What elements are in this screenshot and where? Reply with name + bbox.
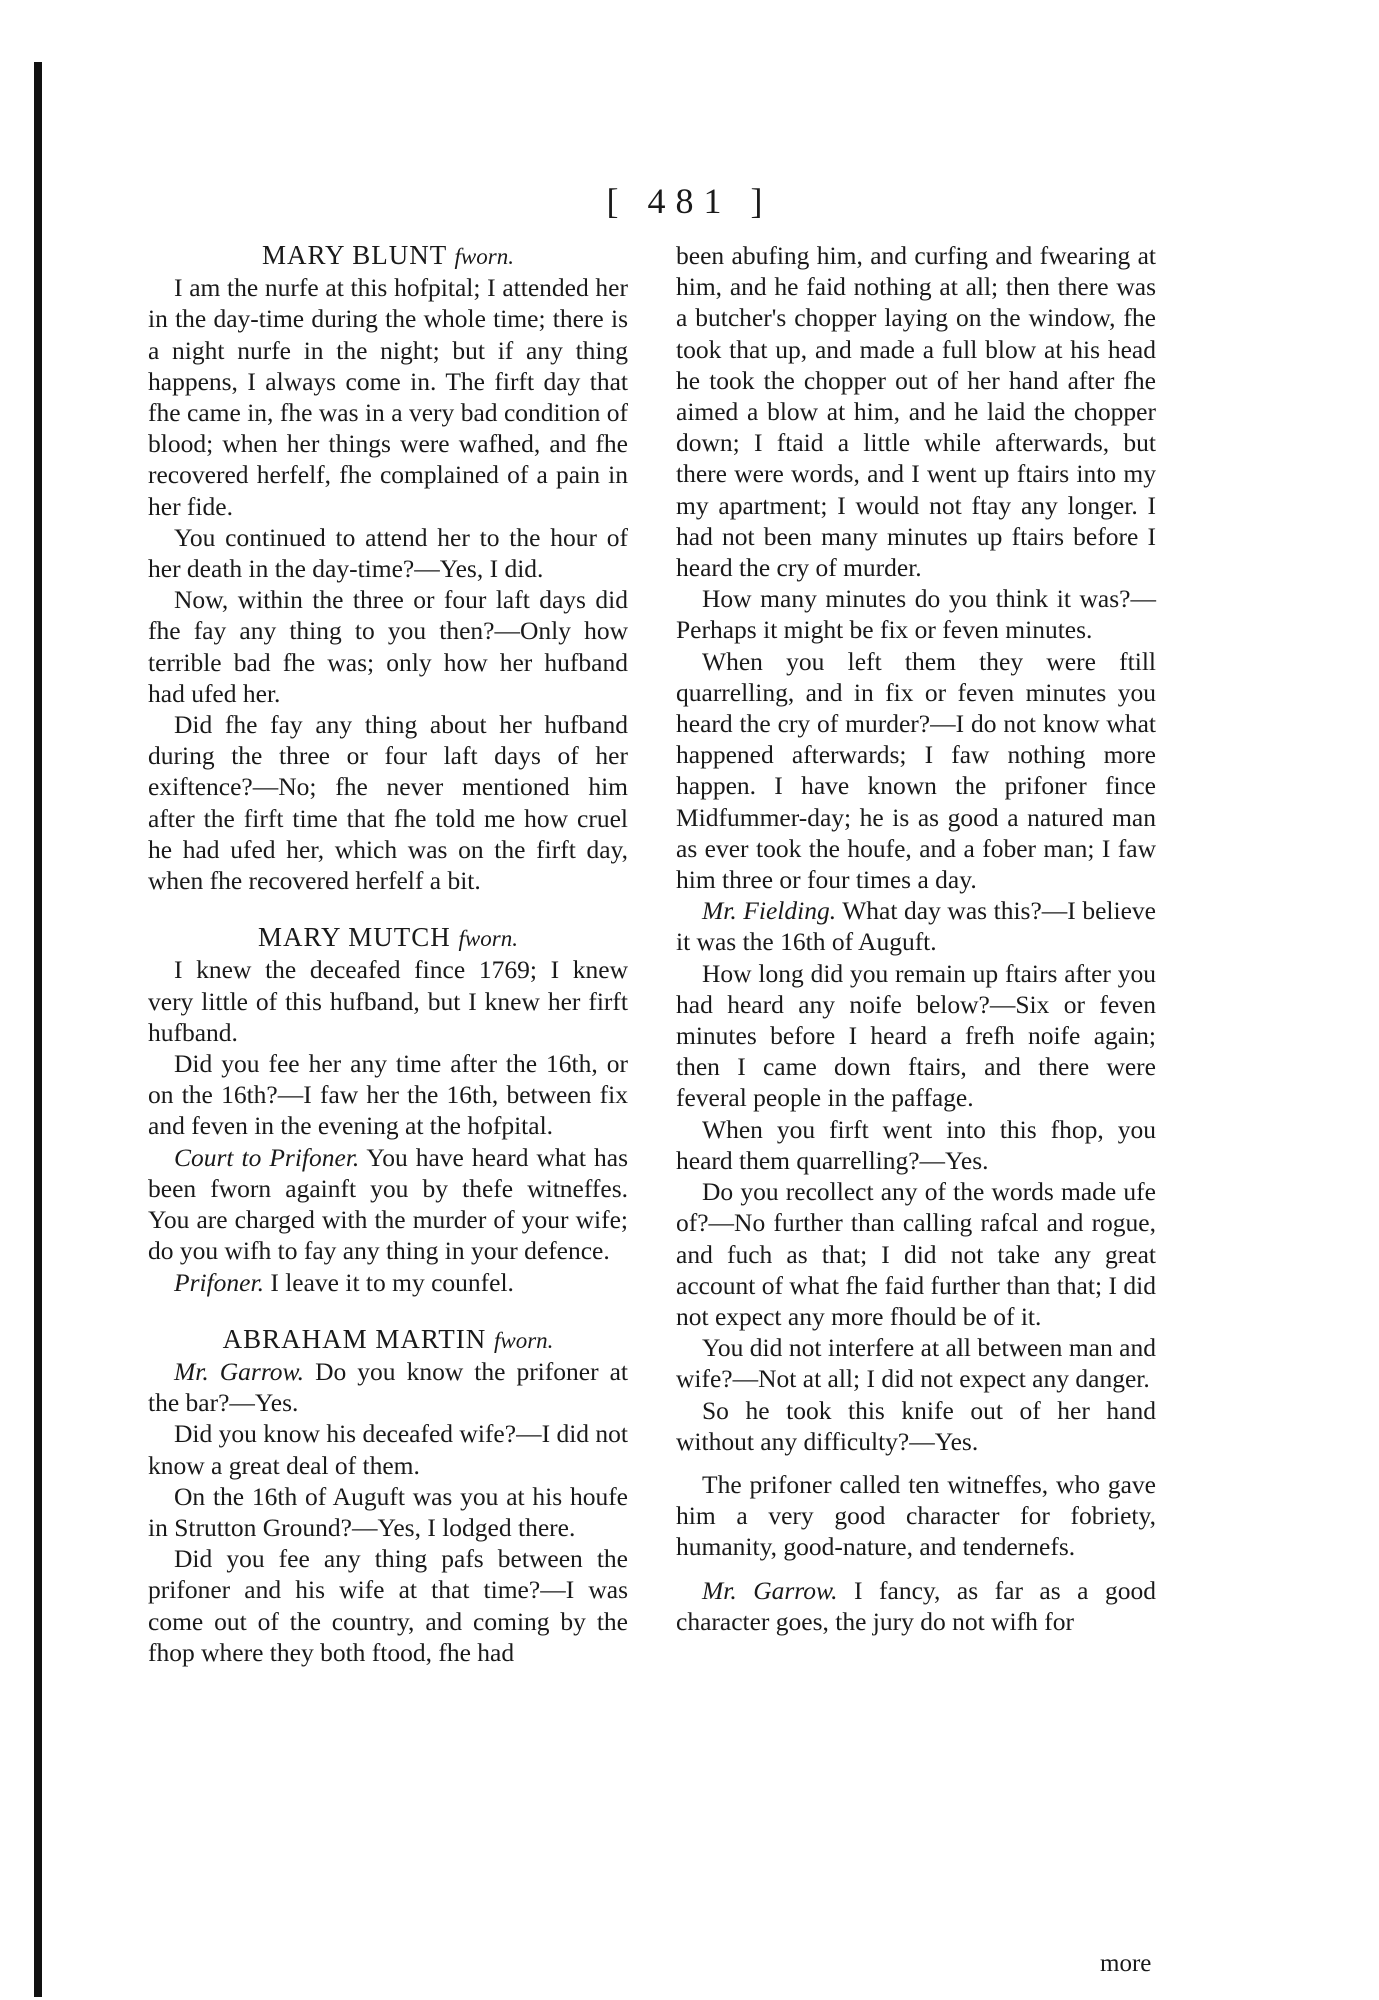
speaker-label: Mr. Garrow. [702,1575,838,1605]
speaker-label: Mr. Fielding. [702,896,837,926]
paragraph: When you firft went into this fhop, you heard them quarrelling?—Yes. [676,1114,1156,1175]
paragraph: On the 16th of Auguft was you at his houfe in Strutton Ground?—Yes, I lodged there. [148,1481,628,1542]
speaker-label: Prifoner. [174,1267,264,1297]
speech-text: Do you know the prifoner at the bar?—Yes. [148,1356,629,1418]
sworn-label: fworn. [454,244,514,269]
paragraph: Now, within the three or four laft days did fhe fay any thing to you then?—Only how terrible bad fhe was; only how her hufband had ufed her. [148,585,628,708]
left-column [148,240,628,1668]
paragraph: I knew the deceafed fince 1769; I knew very little of this hufband, but I knew her firft hufband. [148,955,628,1047]
paragraph: Did you fee any thing pafs between the prifoner and his wife at that time?—I was come out of the country, and coming by the fhop where they both ftood, fhe had [148,1544,628,1667]
paragraph: Do you recollect any of the words made ufe of?—No further than calling rafcal and rogue, and fuch as that; I did not take any great account of what fhe faid further than that; I did not expect any more fhould be of it. [676,1177,1156,1331]
paragraph: When you left them they were ftill quarrelling, and in fix or feven minutes you heard the cry of murder?—I do not know what happened afterwards; I faw nothing more happen. I have known the prifoner fince Midfummer-day; he is as good a natured man as ever took the houfe, and a fober man; I faw him three or four times a day. [676,646,1156,895]
paragraph: So he took this knife out of her hand without any difficulty?—Yes. [676,1395,1156,1456]
speaker-label: Mr. Garrow. [174,1356,305,1386]
sworn-label: fworn. [458,926,518,952]
speech-text: I leave it to my counfel. [270,1267,514,1297]
page-number: [ 481 ] [606,181,773,221]
witness-name: MARY BLUNT [262,240,447,270]
witness-heading [148,240,628,272]
paragraph [676,895,1156,957]
paragraph: How long did you remain up ftairs after you had heard any noife below?—Six or feven minutes before I heard a frefh noife again; then I came down ftairs, and there were feveral people in the paffage. [676,958,1156,1113]
paragraph [148,1356,628,1418]
paragraph [676,1575,1156,1637]
speech-text: What day was this?—I believe it was the 16th of Auguft. [676,896,1156,957]
witness-heading [148,1324,628,1356]
paragraph: You continued to attend her to the hour of her death in the day-time?—Yes, I did. [148,522,628,584]
sworn-label: fworn. [493,1327,554,1353]
paragraph: been abufing him, and curfing and fwearing at him, and he faid nothing at all; then there was a butcher's chopper laying on the window, fhe took that up, and made a full blow at his head he took the chopper out of her hand after fhe aimed a blow at him, and he laid the chopper down; I ftaid a little while afterwards, but there were words, and I went up ftairs into my my apartment; I would not ftay any longer. I had not been many minutes up ftairs before I heard the cry of murder. [676,241,1156,583]
speech-text: You have heard what has been fworn againft you by thefe witneffes. You are charged with the murder of your wife; do you wifh to fay any thing in your defence. [148,1142,628,1266]
paragraph [148,1267,628,1298]
paragraph: Did you fee her any time after the 16th, or on the 16th?—I faw her the 16th, between fix and feven in the evening at the hofpital. [148,1049,628,1141]
paragraph: Did you know his deceafed wife?—I did not know a great deal of them. [148,1419,628,1480]
right-column [676,240,1156,1637]
speech-text: I fancy, as far as a good character goes, the jury do not wifh for [676,1575,1157,1636]
witness-heading [148,922,628,954]
paragraph: You did not interfere at all between man and wife?—Not at all; I did not expect any danger. [676,1333,1156,1394]
witness-name: ABRAHAM MARTIN [222,1323,487,1354]
paragraph: Did fhe fay any thing about her hufband during the three or four laft days of her exiftence?—No; fhe never mentioned him after the firft time that fhe told me how cruel he had ufed her, which was on the firft day, when fhe recovered herfelf a bit. [148,710,628,896]
paragraph: I am the nurfe at this hofpital; I attended her in the day-time during the whole time; there is a night nurfe in the night; but if any thing happens, I always come in. The firft day that fhe came in, fhe was in a very bad condition of blood; when her things were wafhed, and fhe recovered herfelf, fhe complained of a pain in her fide. [148,273,628,521]
paragraph [148,1142,628,1267]
speaker-label: Court to Prifoner. [174,1142,360,1172]
paragraph: How many minutes do you think it was?—Perhaps it might be fix or feven minutes. [676,584,1156,645]
witness-name: MARY MUTCH [258,922,451,953]
scan-edge-rule [34,62,42,1997]
paragraph: The prifoner called ten witneffes, who gave him a very good character for fobriety, humanity, good-nature, and tendernefs. [676,1469,1156,1562]
catchword: more [1100,1950,1152,1977]
